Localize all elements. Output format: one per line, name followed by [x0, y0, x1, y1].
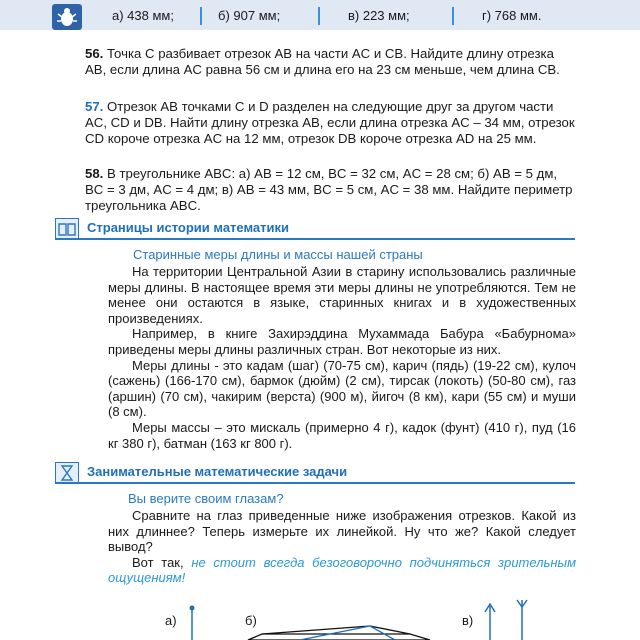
book-icon	[55, 218, 79, 240]
puzzle-conclusion	[108, 555, 576, 586]
problem-56	[85, 46, 577, 78]
conclusion-lead: Вот так,	[132, 554, 192, 570]
problem-58	[85, 166, 577, 214]
segment-figures	[0, 598, 640, 640]
puzzle-section-header	[55, 462, 575, 484]
figure-label-b: б)	[245, 613, 257, 628]
problem-57	[85, 99, 577, 147]
problem-text: В треугольнике ABC: а) AB = 12 см, BC = 32 см, AC = 28 см; б) AB = 5 дм, BC = 3 дм, AC = 4 дм; в) AB = 43 мм, BC = 5 см, AC = 38 мм. Найдите периметр треугольника ABC.	[85, 166, 573, 213]
answer-a: а) 438 мм;	[112, 8, 174, 23]
top-answer-bar	[0, 0, 640, 30]
problem-number: 57.	[85, 99, 104, 114]
puzzle-text	[108, 508, 576, 586]
answer-c: в) 223 мм;	[348, 8, 410, 23]
figure-label-a: а)	[165, 613, 177, 628]
history-section-header	[55, 218, 575, 240]
hourglass-icon	[55, 462, 79, 484]
answer-divider	[452, 7, 454, 25]
problem-number: 56.	[85, 46, 104, 61]
problem-number: 58.	[85, 166, 104, 181]
answer-b: б) 907 мм;	[218, 8, 281, 23]
answer-divider	[318, 7, 320, 25]
section-divider	[55, 482, 575, 484]
history-paragraph: Например, в книге Захирэддина Мухаммада Бабура «Бабурнома» приведены меры длины различных стран. Вот некоторые из них.	[108, 326, 576, 357]
bug-icon	[52, 4, 82, 30]
history-paragraph: На территории Центральной Азии в старину использовались различные меры длины. В настоящее время эти меры длины не употребляются. Тем не менее они остаются в языке, старинных книгах и в художественных произведениях.	[108, 264, 576, 326]
puzzle-paragraph: Сравните на глаз приведенные ниже изображения отрезков. Какой из них длиннее? Теперь измерьте их линейкой. Ну что же? Какой следует вывод?	[108, 508, 576, 555]
figure-b-parallelogram	[248, 626, 430, 640]
figure-c-arrows	[485, 600, 527, 640]
figure-a-segment	[190, 606, 195, 640]
puzzle-subtitle: Вы верите своим глазам?	[128, 491, 284, 506]
problem-text: Точка C разбивает отрезок AB на части AC и CB. Найдите длину отрезка AB, если длина AC равна 56 см и длина его на 23 см меньше, чем длина CB.	[85, 46, 560, 77]
conclusion-italic: не стоит всегда безоговорочно подчиняться зрительным ощущениям!	[108, 554, 576, 586]
section-divider	[55, 238, 575, 240]
history-paragraph: Меры длины - это кадам (шаг) (70-75 см), карич (пядь) (19-22 см), кулоч (сажень) (166-170 см), бармок (дюйм) (2 см), тирсак (локоть) (50-80 см), газ (аршин) (70 см), чакирим (верста) (900 м), йигоч (8 км), кари (55 см) и муши (8 см).	[108, 357, 576, 420]
section-title: Страницы истории математики	[87, 220, 290, 235]
history-subtitle: Старинные меры длины и массы нашей страны	[133, 247, 423, 262]
figure-label-c: в)	[462, 613, 474, 628]
section-title: Занимательные математические задачи	[87, 464, 348, 479]
history-paragraph: Меры массы – это мискаль (примерно 4 г), кадок (фунт) (410 г), пуд (16 кг 380 г), батман (163 кг 800 г).	[108, 419, 576, 451]
answer-divider	[200, 7, 202, 25]
history-text	[108, 264, 576, 451]
answer-d: г) 768 мм.	[482, 8, 542, 23]
problem-text: Отрезок AB точками C и D разделен на следующие друг за другом части AC, CD и DB. Найти длину отрезка AB, если длина отрезка AC – 34 мм, отрезок CD короче отрезка AC на 12 мм, отрезок DB короче отрезка AD на 25 мм.	[85, 99, 575, 146]
